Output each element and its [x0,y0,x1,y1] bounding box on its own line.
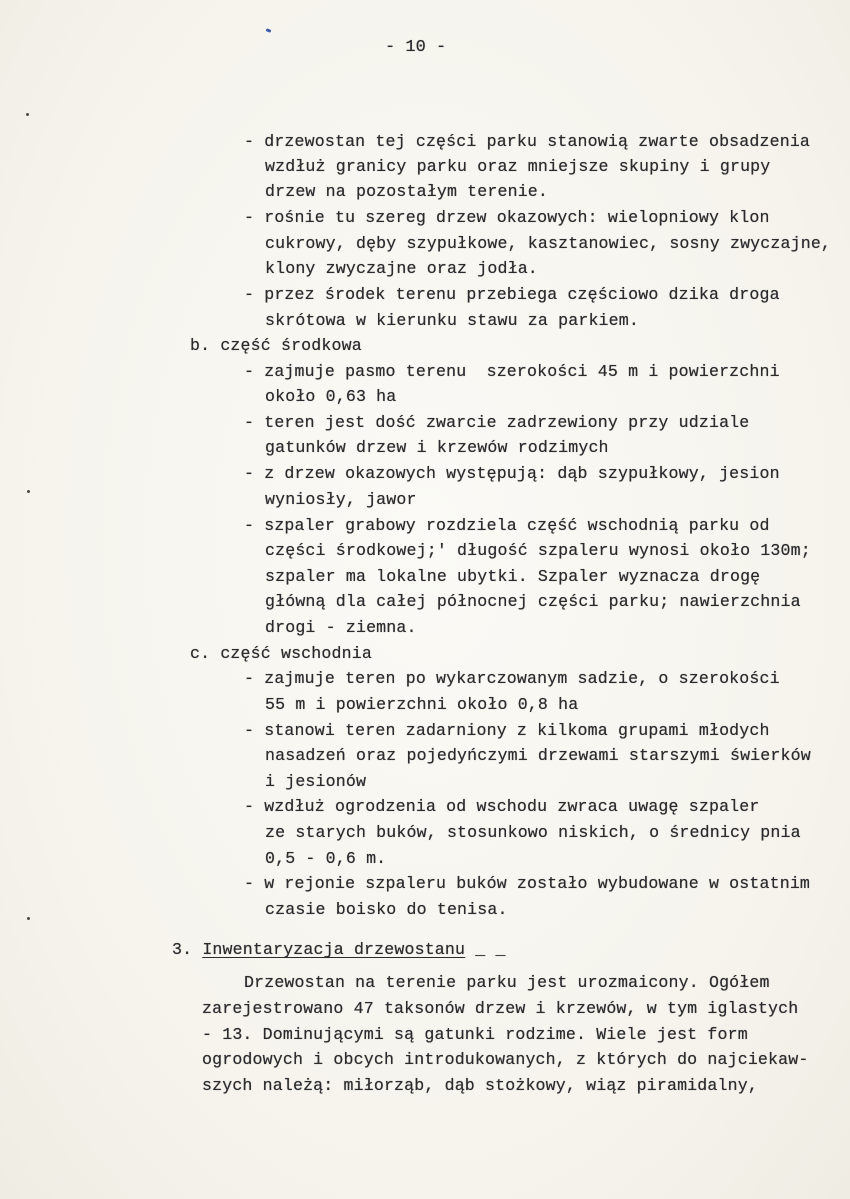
text-line: - rośnie tu szereg drzew okazowych: wielopniowy klon [244,208,770,227]
heading-title: Inwentaryzacja drzewostanu [202,940,466,959]
text-line: - drzewostan tej części parku stanowią zwarte obsadzenia [244,132,811,151]
text-line: - z drzew okazowych występują: dąb szypułkowy, jesion [244,464,780,483]
paragraph-line: Drzewostan na terenie parku jest urozmaicony. Ogółem [244,973,770,992]
text-line: główną dla całej północnej części parku; nawierzchnia [265,592,801,611]
text-line: wyniosły, jawor [265,490,417,509]
text-line: klony zwyczajne oraz jodła. [265,259,538,278]
paragraph-line: zarejestrowano 47 taksonów drzew i krzewów, w tym iglastych [202,999,799,1018]
text-line: czasie boisko do tenisa. [265,900,508,919]
section-heading: c. część wschodnia [190,644,372,663]
page-speck [26,113,29,116]
text-line: drogi - ziemna. [265,618,417,637]
text-line: 55 m i powierzchni około 0,8 ha [265,695,579,714]
page-number: - 10 - [385,38,447,57]
text-line: - teren jest dość zwarcie zadrzewiony przy udziale [244,413,750,432]
page-speck [27,490,30,493]
paragraph-line: ogrodowych i obcych introdukowanych, z których do najciekaw- [202,1050,809,1069]
text-line: - stanowi teren zadarniony z kilkoma grupami młodych [244,721,770,740]
paragraph-line: - 13. Dominującymi są gatunki rodzime. Wiele jest form [202,1025,748,1044]
page-speck [27,917,30,920]
section-heading: b. część środkowa [190,336,362,355]
text-line: części środkowej;' długość szpaleru wynosi około 130m; [265,541,811,560]
heading-number: 3. [172,940,193,959]
text-line: nasadzeń oraz pojedyńczymi drzewami starszymi świerków [265,746,811,765]
text-line: ze starych buków, stosunkowo niskich, o średnicy pnia [265,823,801,842]
paragraph-line: szych należą: miłorząb, dąb stożkowy, wiąz piramidalny, [202,1076,758,1095]
text-line: cukrowy, dęby szypułkowe, kasztanowiec, sosny zwyczajne, [265,234,832,253]
text-line: gatunków drzew i krzewów rodzimych [265,438,609,457]
text-line: - szpaler grabowy rozdziela część wschodnią parku od [244,516,770,535]
text-line: wzdłuż granicy parku oraz mniejsze skupiny i grupy [265,157,771,176]
text-line: - zajmuje teren po wykarczowanym sadzie, o szerokości [244,669,780,688]
text-line: drzew na pozostałym terenie. [265,182,549,201]
text-line: skrótowa w kierunku stawu za parkiem. [265,311,639,330]
ink-mark [266,28,272,33]
chapter-heading [172,937,506,963]
text-line: 0,5 - 0,6 m. [265,849,387,868]
text-line: i jesionów [265,772,367,791]
heading-trail: _ _ [465,940,506,959]
text-line: - w rejonie szpaleru buków zostało wybudowane w ostatnim [244,874,811,893]
text-line: - przez środek terenu przebiega częściowo dzika droga [244,285,780,304]
text-line: - wzdłuż ogrodzenia od wschodu zwraca uwagę szpaler [244,797,760,816]
text-line: - zajmuje pasmo terenu szerokości 45 m i powierzchni [244,362,780,381]
text-line: około 0,63 ha [265,387,397,406]
text-line: szpaler ma lokalne ubytki. Szpaler wyznacza drogę [265,567,761,586]
